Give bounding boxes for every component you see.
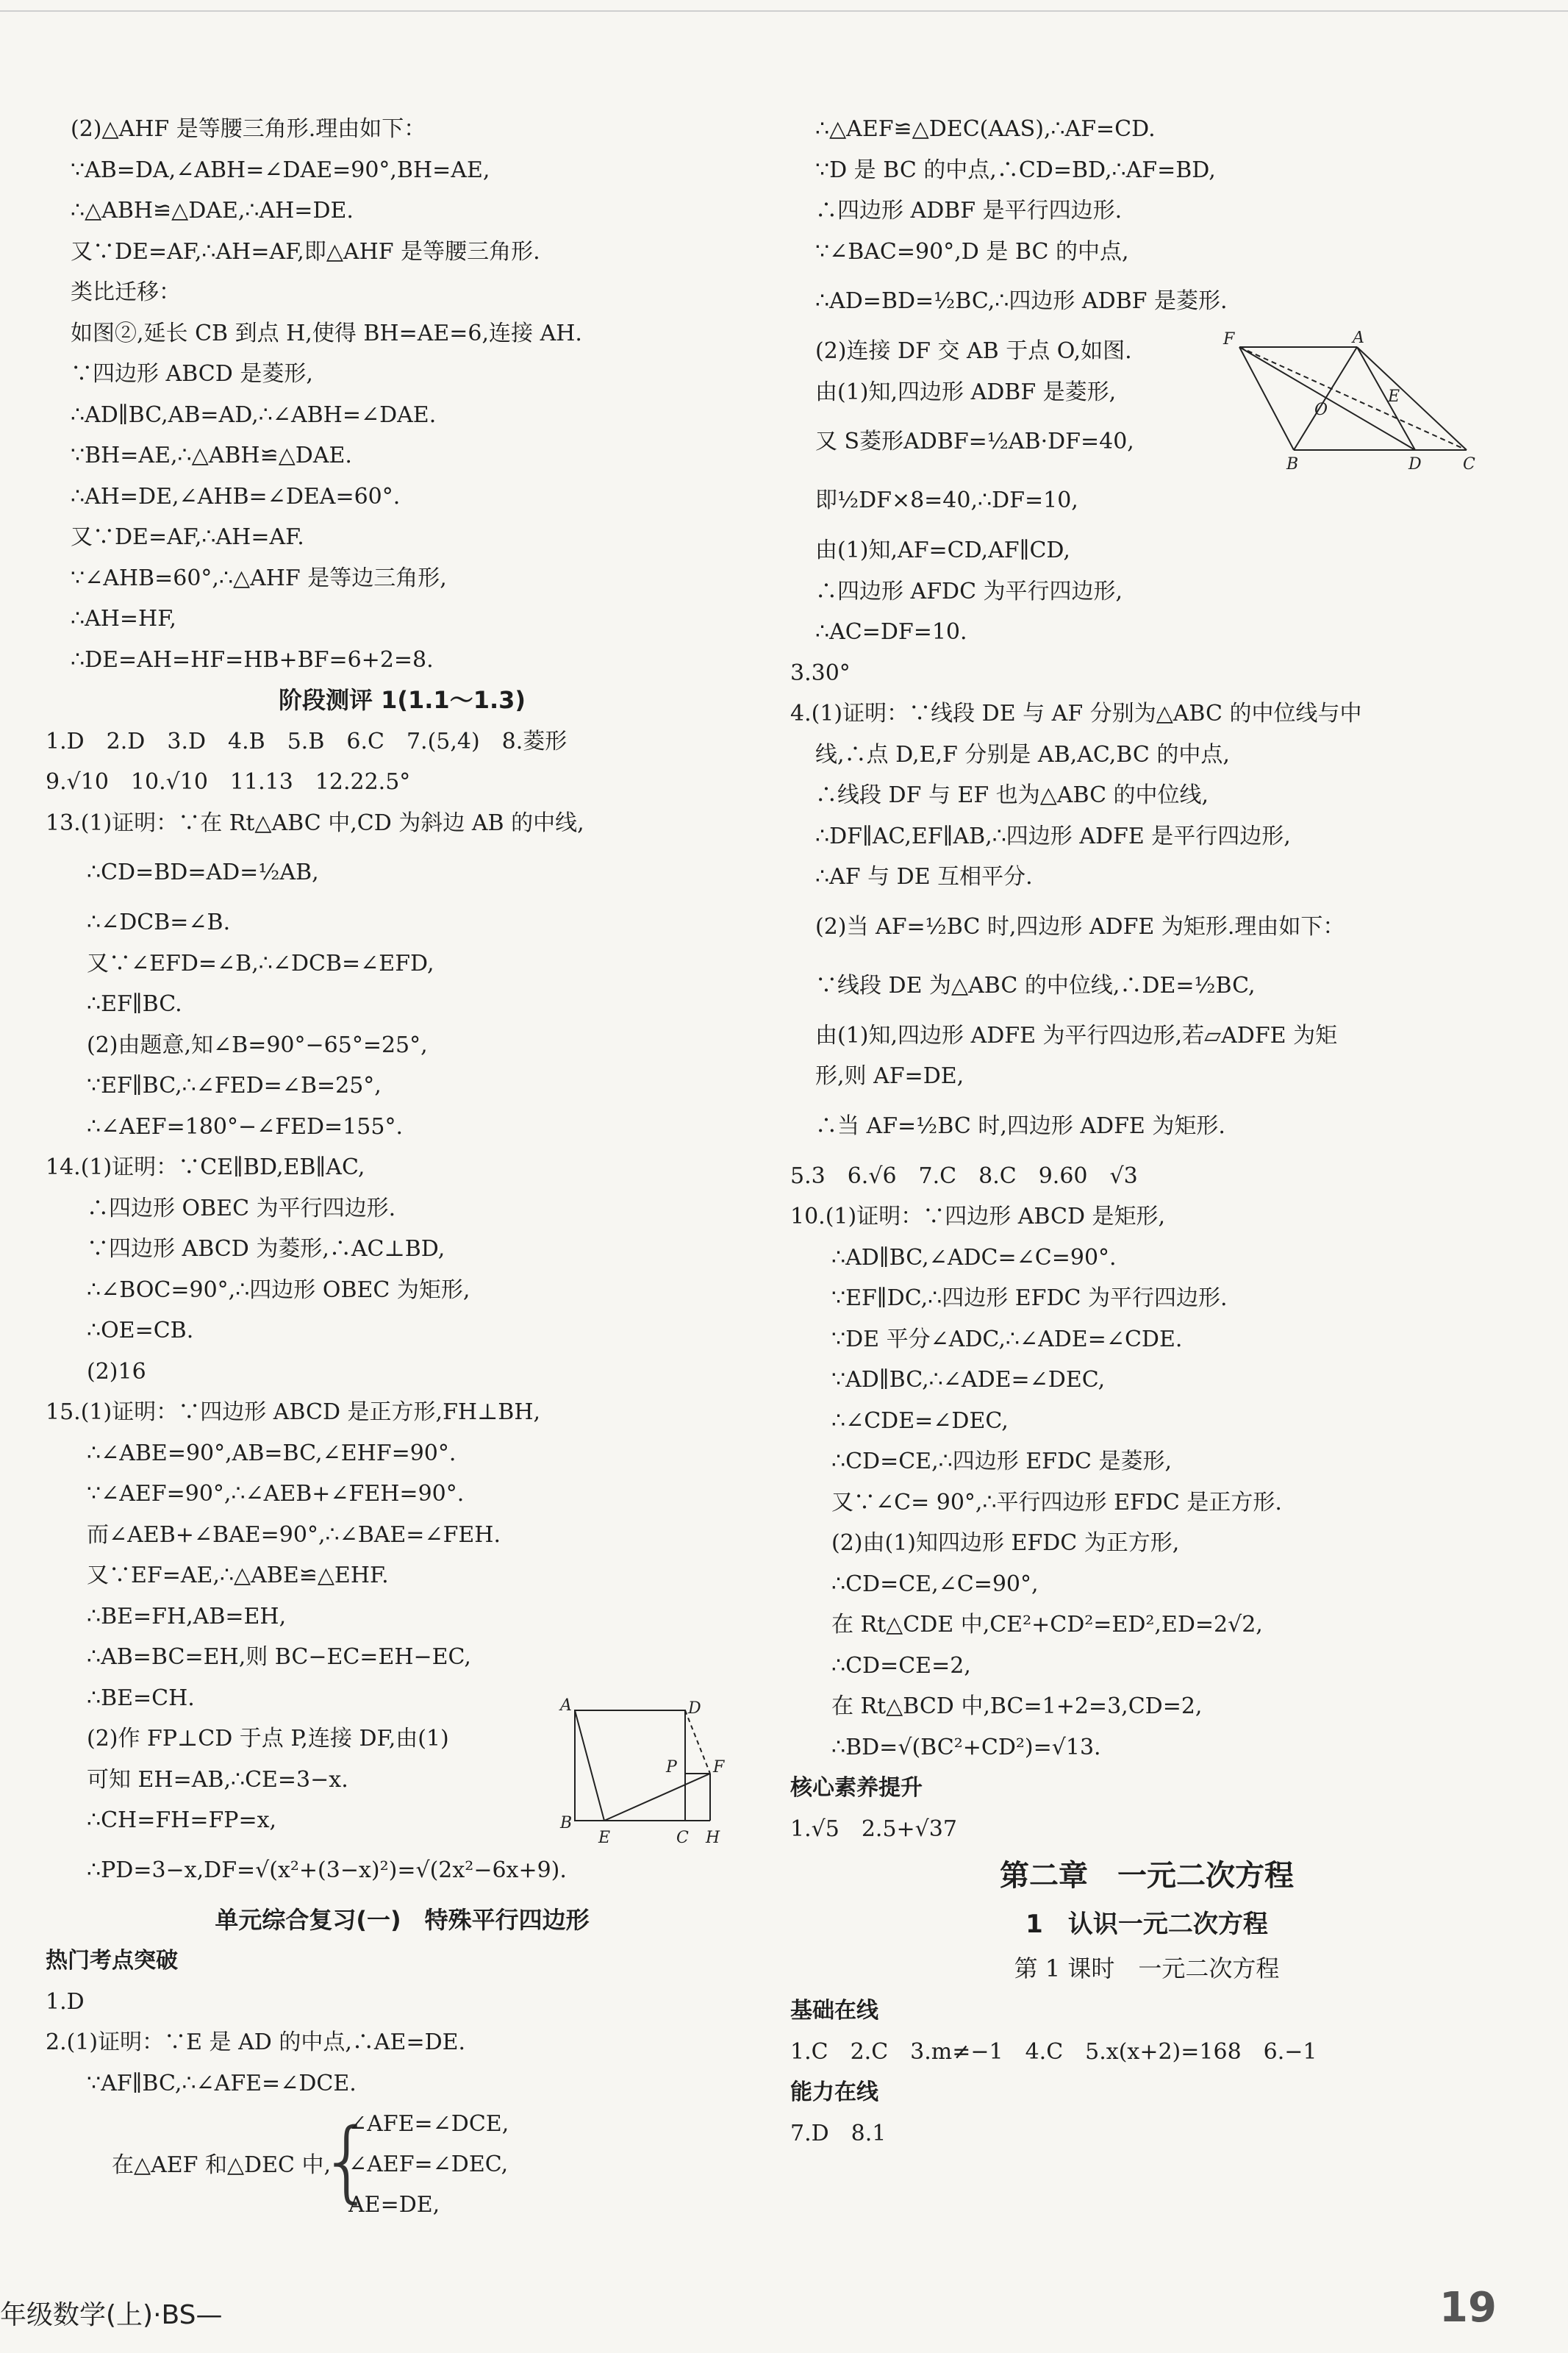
text-line: ∴四边形 AFDC 为平行四边形,: [815, 578, 1123, 604]
text-line: (2)16: [87, 1358, 146, 1385]
label-a: A: [1353, 331, 1364, 347]
text-line: ∴CD=BD=AD=½AB,: [87, 860, 319, 885]
text-line: ∴AD∥BC,AB=AD,∴∠ABH=∠DAE.: [71, 401, 437, 428]
text-line: ∴AC=DF=10.: [815, 619, 967, 645]
text-line: ∴∠ABE=90°,AB=BC,∠EHF=90°.: [87, 1440, 457, 1466]
text-line: 13.(1)证明：∵在 Rt△ABC 中,CD 为斜边 AB 的中线,: [46, 810, 584, 836]
text-line: 1.D: [46, 1988, 85, 2015]
text-line: ∴CD=CE,∠C=90°,: [831, 1571, 1039, 1597]
text-line: 如图②,延长 CB 到点 H,使得 BH=AE=6,连接 AH.: [71, 320, 582, 346]
text-line: 又∵DE=AF,∴AH=AF.: [71, 524, 304, 550]
text-line: 14.(1)证明：∵CE∥BD,EB∥AC,: [46, 1154, 365, 1180]
text-line: 由(1)知,四边形 ADFE 为平行四边形,若▱ADFE 为矩: [815, 1022, 1338, 1049]
text-line: 在 Rt△CDE 中,CE²+CD²=ED²,ED=2√2,: [831, 1612, 1263, 1638]
text-line: ∵D 是 BC 的中点,∴CD=BD,∴AF=BD,: [815, 157, 1216, 183]
text-line: ∴∠DCB=∠B.: [87, 910, 231, 935]
text-line: ∵四边形 ABCD 为菱形,∴AC⊥BD,: [87, 1236, 445, 1262]
text-line: ∴OE=CB.: [87, 1318, 194, 1343]
top-rule: [0, 10, 1568, 12]
label-d: D: [688, 1699, 701, 1718]
period-title: 第 1 课时 一元二次方程: [1014, 1954, 1280, 1982]
text-line: 10.(1)证明：∵四边形 ABCD 是矩形,: [790, 1204, 1166, 1229]
system-condition: AE=DE,: [348, 2192, 440, 2218]
text-line: ∵AD∥BC,∴∠ADE=∠DEC,: [831, 1367, 1106, 1393]
text-line: 5.3 6.√6 7.C 8.C 9.60 √3: [790, 1163, 1138, 1189]
system-lead: 在△AEF 和△DEC 中,: [112, 2152, 332, 2178]
text-line: 核心素养提升: [790, 1775, 923, 1801]
label-e: E: [1388, 388, 1400, 406]
text-line: ∵BH=AE,∴△ABH≌△DAE.: [71, 443, 352, 468]
text-line: 线,∴点 D,E,F 分别是 AB,AC,BC 的中点,: [815, 741, 1230, 768]
text-line: ∴四边形 OBEC 为平行四边形.: [87, 1195, 396, 1221]
text-line: 即½DF×8=40,∴DF=10,: [815, 488, 1078, 513]
text-line: 单元综合复习(一) 特殊平行四边形: [215, 1905, 590, 1934]
text-line: ∴DF∥AC,EF∥AB,∴四边形 ADFE 是平行四边形,: [815, 823, 1291, 849]
text-line: (2)△AHF 是等腰三角形.理由如下：: [71, 116, 426, 142]
label-c: C: [1463, 455, 1475, 471]
text-line: ∴△ABH≌△DAE,∴AH=DE.: [71, 198, 354, 224]
label-f: F: [1223, 331, 1235, 349]
text-line: 9.√10 10.√10 11.13 12.22.5°: [46, 769, 411, 795]
text-line: 而∠AEB+∠BAE=90°,∴∠BAE=∠FEH.: [87, 1521, 501, 1548]
text-line: ∴AH=DE,∠AHB=∠DEA=60°.: [71, 483, 401, 510]
text-line: ∴DE=AH=HF=HB+BF=6+2=8.: [71, 646, 434, 673]
text-line: 能力在线: [790, 2079, 878, 2105]
text-line: ∴BE=CH.: [87, 1685, 195, 1711]
text-line: ∵AF∥BC,∴∠AFE=∠DCE.: [87, 2070, 357, 2096]
text-line: 形,则 AF=DE,: [815, 1063, 964, 1089]
footer-subject: 年级数学(上)·BS—: [0, 2300, 223, 2330]
text-line: ∵AB=DA,∠ABH=∠DAE=90°,BH=AE,: [71, 157, 490, 183]
text-line: 由(1)知,AF=CD,AF∥CD,: [815, 538, 1070, 563]
text-line: ∵∠AEF=90°,∴∠AEB+∠FEH=90°.: [87, 1481, 465, 1507]
text-line: ∴∠BOC=90°,∴四边形 OBEC 为矩形,: [87, 1277, 470, 1303]
text-line: ∴当 AF=½BC 时,四边形 ADFE 为矩形.: [815, 1113, 1225, 1139]
lesson-title: 1 认识一元二次方程: [1025, 1910, 1268, 1939]
text-line: 由(1)知,四边形 ADBF 是菱形,: [815, 379, 1117, 405]
text-line: 1.√5 2.5+√37: [790, 1815, 957, 1842]
text-line: ∴CD=CE=2,: [831, 1652, 971, 1679]
label-f: F: [713, 1758, 725, 1777]
text-line: 4.(1)证明：∵线段 DE 与 AF 分别为△ABC 的中位线与中: [790, 701, 1362, 726]
page-number: 19: [1439, 2284, 1497, 2332]
chapter-title: 第二章 一元二次方程: [1000, 1859, 1294, 1893]
left-brace-icon: {: [319, 2110, 376, 2213]
label-e: E: [598, 1829, 611, 1847]
label-o: O: [1314, 401, 1328, 419]
left-column: [46, 109, 759, 2227]
text-line: 3.30°: [790, 660, 851, 686]
system-condition: ∠AEF=∠DEC,: [348, 2152, 509, 2177]
text-line: 阶段测评 1(1.1～1.3): [278, 686, 526, 714]
text-line: ∴CH=FH=FP=x,: [87, 1807, 277, 1833]
text-line: ∴PD=3−x,DF=√(x²+(3−x)²)=√(2x²−6x+9).: [87, 1857, 567, 1883]
text-line: ∴线段 DF 与 EF 也为△ABC 的中位线,: [815, 782, 1209, 808]
text-line: ∵∠BAC=90°,D 是 BC 的中点,: [815, 238, 1129, 265]
text-line: 又∵∠C= 90°,∴平行四边形 EFDC 是正方形.: [831, 1489, 1282, 1515]
text-line: ∴AD∥BC,∠ADC=∠C=90°.: [831, 1244, 1117, 1271]
text-line: (2)由(1)知四边形 EFDC 为正方形,: [831, 1530, 1180, 1556]
label-c: C: [676, 1829, 689, 1847]
text-line: ∵∠AHB=60°,∴△AHF 是等边三角形,: [71, 565, 447, 591]
text-line: 基础在线: [790, 1998, 878, 2024]
figure-rhombus-adbf: [1213, 331, 1492, 471]
label-d: D: [1408, 455, 1422, 471]
text-line: 在 Rt△BCD 中,BC=1+2=3,CD=2,: [831, 1693, 1203, 1719]
text-line: ∴CD=CE,∴四边形 EFDC 是菱形,: [831, 1449, 1173, 1474]
text-line: ∵EF∥BC,∴∠FED=∠B=25°,: [87, 1073, 382, 1099]
text-line: 可知 EH=AB,∴CE=3−x.: [87, 1766, 348, 1793]
text-line: ∴EF∥BC.: [87, 991, 182, 1017]
text-line: ∵线段 DE 为△ABC 的中位线,∴DE=½BC,: [815, 972, 1256, 999]
text-line: ∵DE 平分∠ADC,∴∠ADE=∠CDE.: [831, 1326, 1183, 1352]
text-line: ∴AF 与 DE 互相平分.: [815, 864, 1033, 890]
text-line: (2)连接 DF 交 AB 于点 O,如图.: [815, 338, 1132, 364]
text-line: 1.C 2.C 3.m≠−1 4.C 5.x(x+2)=168 6.−1: [790, 2038, 1317, 2065]
text-line: ∵四边形 ABCD 是菱形,: [71, 361, 313, 387]
text-line: 又∵∠EFD=∠B,∴∠DCB=∠EFD,: [87, 950, 434, 976]
text-line: (2)当 AF=½BC 时,四边形 ADFE 为矩形.理由如下：: [815, 913, 1345, 940]
text-line: ∴BD=√(BC²+CD²)=√13.: [831, 1734, 1101, 1760]
text-line: ∴BE=FH,AB=EH,: [87, 1603, 287, 1629]
text-line: (2)作 FP⊥CD 于点 P,连接 DF,由(1): [87, 1726, 449, 1752]
label-h: H: [706, 1829, 720, 1847]
text-line: 热门考点突破: [46, 1948, 178, 1974]
label-b: B: [560, 1814, 573, 1832]
text-line: ∴四边形 ADBF 是平行四边形.: [815, 198, 1123, 224]
text-line: ∴AD=BD=½BC,∴四边形 ADBF 是菱形.: [815, 288, 1228, 314]
text-line: 15.(1)证明：∵四边形 ABCD 是正方形,FH⊥BH,: [46, 1399, 541, 1425]
text-line: 2.(1)证明：∵E 是 AD 的中点,∴AE=DE.: [46, 2029, 466, 2055]
text-line: 又∵DE=AF,∴AH=AF,即△AHF 是等腰三角形.: [71, 238, 540, 265]
text-line: 7.D 8.1: [790, 2120, 887, 2146]
figure-square-abcd: [556, 1691, 732, 1875]
equation-system: [46, 2104, 759, 2227]
text-line: ∴∠CDE=∠DEC,: [831, 1407, 1009, 1434]
label-a: A: [560, 1696, 572, 1715]
text-line: 类比迁移：: [71, 279, 181, 305]
text-line: 1.D 2.D 3.D 4.B 5.B 6.C 7.(5,4) 8.菱形: [46, 728, 568, 754]
text-line: 又 S菱形ADBF=½AB·DF=40,: [815, 429, 1134, 454]
system-condition: ∠AFE=∠DCE,: [348, 2111, 509, 2137]
text-line: ∴AH=HF,: [71, 606, 176, 632]
text-line: (2)由题意,知∠B=90°−65°=25°,: [87, 1032, 428, 1058]
label-b: B: [1286, 455, 1299, 471]
text-line: 又∵EF=AE,∴△ABE≌△EHF.: [87, 1563, 389, 1588]
text-line: ∴△AEF≌△DEC(AAS),∴AF=CD.: [815, 116, 1156, 142]
text-line: ∵EF∥DC,∴四边形 EFDC 为平行四边形.: [831, 1285, 1228, 1311]
label-p: P: [666, 1758, 677, 1777]
text-line: ∴∠AEF=180°−∠FED=155°.: [87, 1113, 403, 1140]
text-line: ∴AB=BC=EH,则 BC−EC=EH−EC,: [87, 1644, 471, 1670]
